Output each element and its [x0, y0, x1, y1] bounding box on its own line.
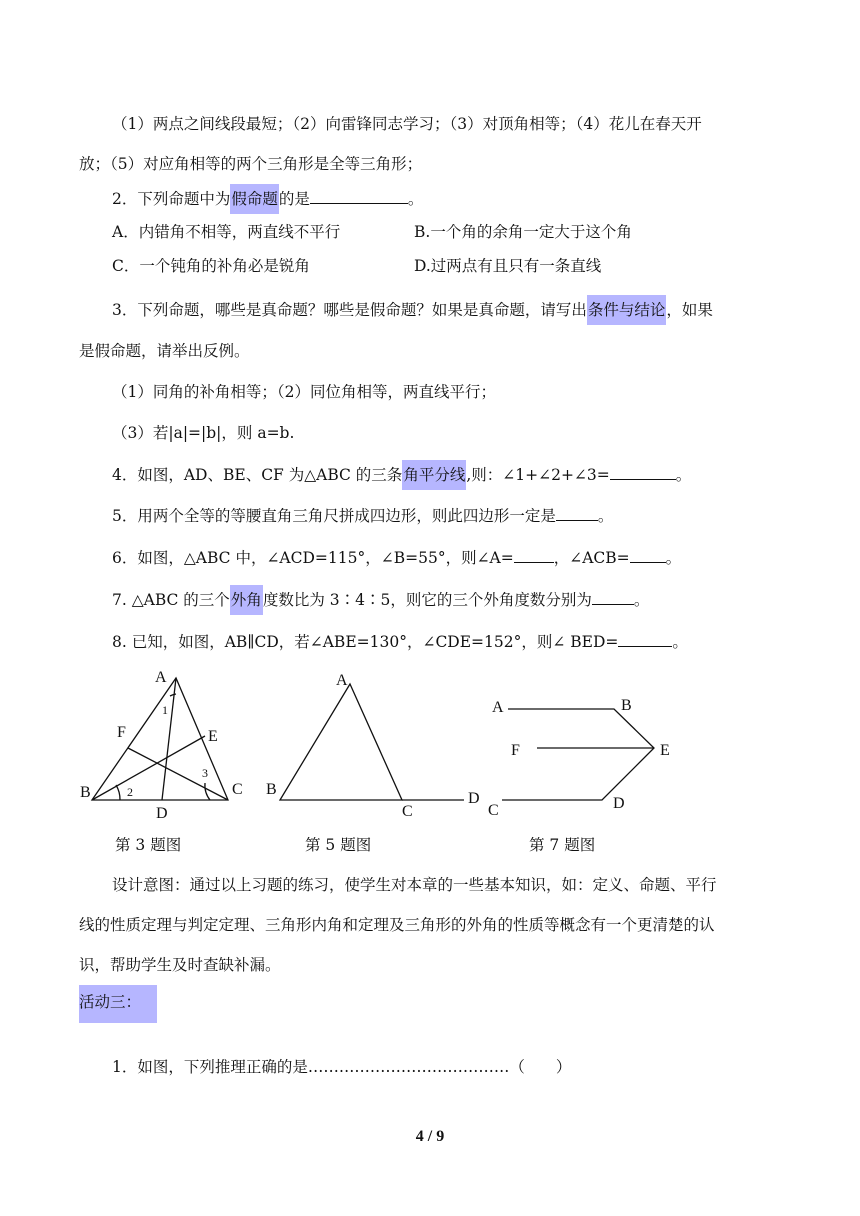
q6-text-mid: ，∠ACB= — [553, 549, 630, 567]
question-2 — [112, 187, 423, 211]
question-7 — [112, 588, 649, 612]
fig7-label-e: E — [660, 742, 670, 759]
q5-text: 5．用两个全等的等腰直角三角尺拼成四边形，则此四边形一定是 — [112, 507, 556, 525]
design-intent-line2: 线的性质定理与判定定理、三角形内角和定理及三角形的外角的性质等概念有一个更清楚的认 — [79, 916, 715, 934]
fig7-label-d: D — [613, 795, 625, 812]
q2-option-c: C．一个钝角的补角必是锐角 — [112, 257, 310, 275]
fig3-label-3: 3 — [202, 766, 208, 780]
fig7-label-b: B — [621, 697, 632, 714]
question-8 — [112, 630, 688, 654]
q7-text-post: 度数比为 3∶4∶5，则它的三个外角度数分别为 — [262, 591, 592, 609]
fig3-label-f: F — [117, 724, 126, 741]
figures-svg — [0, 660, 860, 860]
q6-end: 。 — [665, 549, 682, 567]
highlight-angle-bisector: 角平分线 — [402, 460, 466, 490]
q2-option-b: B.一个角的余角一定大于这个角 — [414, 223, 632, 241]
fig7-label-c: C — [488, 802, 499, 819]
answer-blank[interactable] — [610, 463, 676, 480]
q3-line2: 是假命题，请举出反例。 — [79, 342, 250, 360]
q6-text: 6．如图，△ABC 中，∠ACD=115°，∠B=55°，则∠A= — [112, 549, 514, 567]
q4-end: 。 — [675, 466, 692, 484]
q2-end: 。 — [407, 190, 424, 208]
question-5 — [112, 504, 613, 528]
fig7-label-a: A — [492, 699, 504, 716]
q7-end: 。 — [633, 591, 650, 609]
q3-sub1: （1）同角的补角相等；（2）同位角相等，两直线平行； — [112, 383, 496, 401]
q7-text: 7. △ABC 的三个 — [112, 591, 230, 609]
answer-blank[interactable] — [514, 546, 554, 563]
q3-text-post: ，如果 — [666, 301, 713, 319]
fig5-label-b: B — [266, 781, 277, 798]
fig3-label-b: B — [80, 784, 91, 801]
q2-text: 2．下列命题中为 — [112, 190, 231, 208]
q4-text: 4．如图，AD、BE、CF 为△ABC 的三条 — [112, 466, 403, 484]
fig3-label-c: C — [232, 781, 243, 798]
answer-blank[interactable] — [618, 630, 672, 647]
q2-text-post: 的是 — [278, 190, 310, 208]
highlight-false-proposition: 假命题 — [230, 184, 279, 214]
q4-text-post: ,则：∠1+∠2+∠3= — [466, 466, 610, 484]
activity-question-1: 1．如图，下列推理正确的是…………………………………（ ） — [112, 1058, 572, 1076]
question-4 — [112, 463, 691, 487]
fig5-label-c: C — [402, 803, 413, 820]
fig5-caption: 第 5 题图 — [305, 836, 372, 854]
highlight-condition-conclusion: 条件与结论 — [587, 295, 667, 325]
q5-end: 。 — [597, 507, 614, 525]
fig3-label-a: A — [155, 669, 167, 686]
fig3-label-d: D — [156, 805, 168, 822]
fig3-label-1: 1 — [162, 703, 168, 717]
q1-statements-line2: 放；（5）对应角相等的两个三角形是全等三角形； — [79, 155, 423, 173]
fig3-label-2: 2 — [127, 785, 133, 799]
highlight-exterior-angle: 外角 — [230, 585, 263, 615]
q2-option-a: A．内错角不相等，两直线不平行 — [112, 223, 341, 241]
question-3 — [112, 298, 713, 322]
page-number: 4 / 9 — [415, 1128, 445, 1145]
q1-statements-line1: （1）两点之间线段最短；（2）向雷锋同志学习；（3）对顶角相等；（4）花儿在春天开 — [112, 115, 702, 133]
design-intent-line3: 识，帮助学生及时查缺补漏。 — [79, 956, 281, 974]
fig3-label-e: E — [208, 728, 218, 745]
q3-sub2: （3）若|a|=|b|，则 a=b. — [112, 424, 295, 442]
fig3-caption: 第 3 题图 — [115, 836, 182, 854]
fig5-label-d: D — [468, 790, 480, 807]
activity-heading: 活动三： — [79, 993, 142, 1011]
q8-text: 8. 已知，如图，AB∥CD，若∠ABE=130°，∠CDE=152°，则∠ BED= — [112, 633, 619, 651]
fig5-label-a: A — [336, 672, 348, 689]
answer-blank[interactable] — [630, 546, 666, 563]
design-intent-line1: 设计意图：通过以上习题的练习，使学生对本章的一些基本知识，如：定义、命题、平行 — [112, 876, 717, 894]
q8-end: 。 — [672, 633, 688, 651]
answer-blank[interactable] — [592, 588, 634, 605]
q3-text: 3．下列命题，哪些是真命题？哪些是假命题？如果是真命题，请写出 — [112, 301, 587, 319]
q2-option-d: D.过两点有且只有一条直线 — [414, 257, 602, 275]
answer-blank[interactable] — [556, 504, 598, 521]
fig7-label-f: F — [511, 742, 520, 759]
figure-7-parallel-lines — [502, 709, 654, 800]
answer-blank[interactable] — [310, 187, 408, 204]
question-6 — [112, 546, 681, 570]
fig7-caption: 第 7 题图 — [529, 836, 596, 854]
figure-5-triangle — [280, 684, 464, 800]
